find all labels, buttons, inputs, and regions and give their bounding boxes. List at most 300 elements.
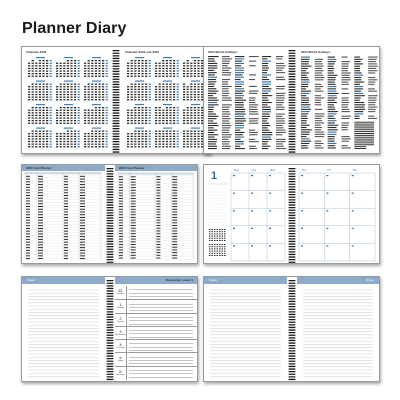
- spiral-ring: [289, 123, 296, 124]
- calendar-day: [173, 146, 175, 147]
- holiday-entry: [208, 146, 217, 147]
- mini-calendar-day: [222, 236, 224, 237]
- calendar-day: [194, 65, 196, 66]
- spiral-ring: [289, 63, 296, 64]
- spiral-ring: [289, 171, 296, 172]
- mini-calendar-day: [219, 233, 221, 234]
- planner-date: [131, 214, 136, 215]
- calendar-day: [42, 144, 44, 145]
- spiral-ring: [107, 251, 114, 252]
- calendar-day: [169, 94, 171, 95]
- spiral-ring: [289, 81, 296, 82]
- week-day-row: [115, 313, 197, 327]
- planner-date: [131, 244, 136, 245]
- calendar-day: [145, 138, 147, 139]
- calendar-day: [169, 144, 171, 145]
- planner-date: [131, 201, 136, 202]
- mini-calendar-day: [212, 255, 214, 256]
- spiral-ring: [289, 324, 296, 325]
- calendar-day: [91, 89, 93, 90]
- holiday-date: [222, 100, 232, 101]
- calendar-day: [35, 141, 37, 142]
- calendar-day: [141, 117, 143, 118]
- calendar-day: [95, 70, 97, 71]
- holiday-entry: [208, 120, 213, 121]
- calendar-day: [102, 133, 104, 134]
- footnote-text: [354, 148, 366, 149]
- holiday-entry: [328, 147, 336, 148]
- calendar-day: [74, 60, 76, 61]
- holiday-date: [368, 116, 374, 117]
- planner-date: [172, 211, 177, 212]
- calendar-day: [50, 146, 52, 147]
- calendar-day: [173, 68, 175, 69]
- holiday-entry: [354, 109, 365, 110]
- holiday-entry: [301, 129, 312, 130]
- calendar-day: [159, 144, 161, 145]
- spiral-ring: [289, 371, 296, 372]
- calendar-day: [183, 84, 185, 85]
- spiral-ring: [289, 207, 296, 208]
- calendar-day: [155, 76, 157, 77]
- calendar-day: [197, 89, 199, 90]
- planner-date: [64, 220, 68, 221]
- spiral-ring: [113, 128, 120, 129]
- holiday-entry: [354, 104, 365, 105]
- calendar-day: [183, 115, 185, 116]
- planner-date: [64, 206, 68, 207]
- spiral-ring: [289, 256, 296, 257]
- country-heading: [328, 59, 337, 60]
- calendar-day: [190, 97, 192, 98]
- spiral-ring: [107, 280, 114, 281]
- holiday-entry: [262, 72, 267, 73]
- calendar-day: [67, 84, 69, 85]
- spiral-ring: [113, 81, 120, 82]
- holiday-entry: [328, 100, 335, 101]
- calendar-day: [190, 138, 192, 139]
- calendar-day: [98, 63, 100, 64]
- calendar-day: [155, 123, 157, 124]
- spiral-ring: [289, 220, 296, 221]
- planner-date: [80, 217, 85, 218]
- mini-calendar-day: [214, 238, 216, 239]
- planner-date: [26, 225, 30, 226]
- spiral-ring: [289, 68, 296, 69]
- calendar-day: [28, 97, 30, 98]
- planner-date: [172, 249, 177, 250]
- year-planner-left-title: 2023 Year Planner: [26, 166, 52, 170]
- calendar-day: [169, 99, 171, 100]
- holiday-entry: [235, 65, 241, 66]
- holiday-entry: [301, 72, 309, 73]
- spiral-ring: [107, 184, 114, 185]
- planner-date: [131, 247, 136, 248]
- holiday-entry: [354, 82, 364, 83]
- calendar-day: [145, 60, 147, 61]
- planner-date: [64, 179, 68, 180]
- planner-date: [131, 225, 136, 226]
- rule-line: [129, 333, 193, 334]
- holiday-date: [315, 147, 324, 148]
- calendar-day: [32, 97, 34, 98]
- calendar-day: [194, 60, 196, 61]
- holiday-entry: [301, 75, 307, 76]
- calendar-day: [141, 136, 143, 137]
- spiral-ring: [289, 79, 296, 80]
- mini-calendar-day: [214, 244, 216, 245]
- calendar-day: [102, 107, 104, 108]
- calendar-day: [46, 120, 48, 121]
- planner-date: [80, 220, 85, 221]
- holiday-entry: [208, 114, 216, 115]
- calendar-day: [162, 70, 164, 71]
- holiday-date: [276, 65, 286, 66]
- calendar-day: [173, 99, 175, 100]
- calendar-day: [28, 112, 30, 113]
- calendar-day: [50, 107, 52, 108]
- calendar-day: [102, 138, 104, 139]
- planner-date: [80, 179, 85, 180]
- planner-date: [119, 195, 123, 196]
- mini-calendar-day: [219, 238, 221, 239]
- spiral-ring: [289, 199, 296, 200]
- holiday-entry: [328, 93, 339, 94]
- holiday-entry: [301, 134, 309, 135]
- month-name: [92, 128, 101, 129]
- calendar-day: [162, 68, 164, 69]
- calendar-day: [42, 94, 44, 95]
- day-date: 3: [119, 328, 122, 334]
- calendar-day: [78, 99, 80, 100]
- calendar-day: [102, 146, 104, 147]
- holiday-entry: [262, 68, 269, 69]
- planner-date: [131, 209, 136, 210]
- calendar-day: [187, 115, 189, 116]
- calendar-day: [95, 115, 97, 116]
- planner-date: [26, 231, 30, 232]
- holiday-date: [368, 100, 376, 101]
- day-column-divider: [126, 340, 127, 353]
- calendar-day: [88, 84, 90, 85]
- calendar-day: [88, 146, 90, 147]
- mini-calendar-day: [224, 240, 226, 241]
- calendar-day: [91, 123, 93, 124]
- calendar-day: [183, 63, 185, 64]
- spiral-ring: [289, 311, 296, 312]
- holiday-date: [315, 86, 323, 87]
- spiral-ring: [289, 131, 296, 132]
- holiday-entry: [235, 132, 244, 133]
- calendar-day: [145, 144, 147, 145]
- calendar-day: [197, 99, 199, 100]
- holiday-date: [276, 68, 284, 69]
- spiral-binding: [287, 47, 297, 153]
- calendar-day: [50, 131, 52, 132]
- calendar-day: [56, 133, 58, 134]
- holiday-entry: [208, 127, 214, 128]
- spiral-ring: [289, 58, 296, 59]
- calendar-day: [70, 97, 72, 98]
- calendar-day: [28, 63, 30, 64]
- calendar-day: [162, 138, 164, 139]
- holidays-2024-title: 2024 World Holidays: [301, 50, 331, 54]
- calendar-day: [95, 144, 97, 145]
- spread-holidays: [203, 46, 380, 154]
- calendar-day: [106, 86, 108, 87]
- calendar-day: [39, 133, 41, 134]
- holiday-date: [276, 123, 285, 124]
- holiday-entry: [262, 134, 272, 135]
- planner-date: [131, 241, 136, 242]
- spiral-ring: [107, 181, 114, 182]
- calendar-day: [106, 138, 108, 139]
- calendar-day: [166, 146, 168, 147]
- planner-date: [64, 184, 68, 185]
- spiral-ring: [289, 144, 296, 145]
- calendar-day: [102, 141, 104, 142]
- calendar-day: [183, 94, 185, 95]
- holiday-entry: [262, 120, 267, 121]
- calendar-day: [78, 91, 80, 92]
- calendar-day: [127, 68, 129, 69]
- holiday-entry: [208, 100, 219, 101]
- calendar-day: [145, 131, 147, 132]
- calendar-day: [127, 115, 129, 116]
- spiral-ring: [107, 301, 114, 302]
- holiday-entry: [354, 77, 361, 78]
- mini-calendar-day: [219, 229, 221, 230]
- calendar-day: [70, 86, 72, 87]
- calendar-day: [106, 141, 108, 142]
- calendar-day: [56, 94, 58, 95]
- calendar-day: [166, 141, 168, 142]
- planner-date: [80, 206, 85, 207]
- planner-date: [26, 198, 30, 199]
- rule-line: [129, 320, 193, 321]
- holiday-date: [315, 127, 322, 128]
- calendar-day: [131, 68, 133, 69]
- spiral-ring: [107, 324, 114, 325]
- holiday-date: [315, 68, 322, 69]
- week-day-row: [115, 366, 197, 380]
- calendar-day: [63, 94, 65, 95]
- calendar-day: [84, 76, 86, 77]
- calendar-day: [155, 91, 157, 92]
- calendar-day: [183, 86, 185, 87]
- planner-date: [80, 190, 85, 191]
- calendar-day: [42, 110, 44, 111]
- calendar-day: [177, 97, 179, 98]
- date-number: [352, 245, 354, 246]
- planner-date: [64, 214, 68, 215]
- calendar-day: [127, 63, 129, 64]
- calendar-day: [39, 131, 41, 132]
- calendar-day: [183, 89, 185, 90]
- calendar-day: [42, 63, 44, 64]
- spiral-ring: [107, 319, 114, 320]
- spiral-ring: [113, 60, 120, 61]
- calendar-day: [60, 73, 62, 74]
- calendar-day: [102, 99, 104, 100]
- calendar-day: [187, 70, 189, 71]
- calendar-day: [197, 138, 199, 139]
- calendar-day: [106, 115, 108, 116]
- calendar-day: [39, 76, 41, 77]
- holiday-entry: [301, 68, 308, 69]
- calendar-day: [131, 94, 133, 95]
- calendar-day: [141, 73, 143, 74]
- calendar-day: [155, 107, 157, 108]
- calendar-day: [131, 76, 133, 77]
- holiday-date: [249, 109, 258, 110]
- calendar-day: [131, 89, 133, 90]
- holiday-date: [249, 148, 257, 149]
- calendar-day: [42, 65, 44, 66]
- calendar-day: [169, 65, 171, 66]
- holiday-date: [368, 79, 377, 80]
- calendar-day: [187, 63, 189, 64]
- holiday-entry: [208, 84, 215, 85]
- calendar-day: [42, 115, 44, 116]
- calendar-day: [159, 120, 161, 121]
- holiday-date: [315, 104, 322, 105]
- calendar-day: [70, 133, 72, 134]
- holiday-date: [315, 100, 321, 101]
- calendar-day: [194, 89, 196, 90]
- spiral-ring: [107, 178, 114, 179]
- calendar-day: [138, 86, 140, 87]
- calendar-day: [190, 123, 192, 124]
- planner-date: [26, 201, 30, 202]
- calendar-day: [102, 94, 104, 95]
- holiday-date: [222, 61, 230, 62]
- planner-date: [26, 184, 30, 185]
- holiday-date: [249, 93, 257, 94]
- mini-calendar-day: [212, 253, 214, 254]
- planner-date: [172, 255, 177, 256]
- planner-date: [80, 198, 85, 199]
- calendar-day: [67, 141, 69, 142]
- calendar-day: [32, 89, 34, 90]
- calendar-day: [131, 65, 133, 66]
- planner-date: [38, 190, 43, 191]
- calendar-day: [28, 146, 30, 147]
- calendar-day: [50, 73, 52, 74]
- holiday-date: [341, 100, 348, 101]
- holiday-entry: [235, 120, 246, 121]
- calendar-day: [56, 144, 58, 145]
- calendar-day: [149, 99, 151, 100]
- calendar-day: [197, 94, 199, 95]
- day-name: Wednesday: [115, 333, 126, 336]
- month-name: [92, 57, 101, 58]
- holiday-entry: [262, 100, 269, 101]
- spiral-ring: [289, 84, 296, 85]
- spiral-ring: [107, 309, 114, 310]
- calendar-day: [91, 133, 93, 134]
- calendar-day: [70, 131, 72, 132]
- mini-calendar-day: [224, 238, 226, 239]
- spiral-ring: [107, 233, 114, 234]
- spiral-ring: [289, 319, 296, 320]
- calendar-day: [134, 110, 136, 111]
- country-heading: [301, 138, 310, 139]
- spiral-ring: [289, 176, 296, 177]
- rule-line: [129, 350, 193, 351]
- planner-date: [26, 236, 30, 237]
- calendar-day: [177, 120, 179, 121]
- day-header: Tue: [252, 169, 257, 172]
- spiral-ring: [107, 293, 114, 294]
- calendar-day: [145, 65, 147, 66]
- calendar-day: [145, 68, 147, 69]
- holiday-date: [341, 72, 350, 73]
- calendar-day: [46, 115, 48, 116]
- holiday-date: [315, 120, 322, 121]
- mini-calendar-day: [224, 229, 226, 230]
- month-name: [64, 104, 73, 105]
- calendar-day: [39, 110, 41, 111]
- calendar-day: [46, 86, 48, 87]
- planner-date: [64, 187, 68, 188]
- calendar-day: [190, 86, 192, 87]
- holiday-entry: [301, 118, 308, 119]
- calendar-day: [39, 146, 41, 147]
- holiday-entry: [328, 66, 334, 67]
- planner-date: [156, 217, 160, 218]
- calendar-day: [162, 117, 164, 118]
- holiday-date: [222, 65, 228, 66]
- calendar-day: [32, 112, 34, 113]
- spiral-ring: [289, 262, 296, 263]
- calendar-day: [74, 110, 76, 111]
- calendar-day: [166, 120, 168, 121]
- calendar-day: [91, 73, 93, 74]
- calendar-day: [169, 141, 171, 142]
- calendar-day: [78, 144, 80, 145]
- planner-date: [38, 201, 43, 202]
- calendar-day: [50, 63, 52, 64]
- calendar-2023-grid: [22, 47, 111, 153]
- calendar-day: [169, 146, 171, 147]
- calendar-day: [127, 70, 129, 71]
- holiday-entry: [262, 146, 270, 147]
- calendar-day: [39, 84, 41, 85]
- calendar-day: [159, 146, 161, 147]
- calendar-day: [88, 133, 90, 134]
- holiday-date: [315, 109, 323, 110]
- calendar-day: [28, 76, 30, 77]
- calendar-day: [95, 84, 97, 85]
- calendar-day: [149, 70, 151, 71]
- holiday-date: [222, 86, 232, 87]
- calendar-day: [78, 133, 80, 134]
- holiday-date: [276, 86, 285, 87]
- calendar-2024-2025-page: [121, 47, 210, 153]
- holiday-entry: [328, 82, 335, 83]
- calendar-day: [28, 99, 30, 100]
- mini-calendar-day: [219, 246, 221, 247]
- calendar-day: [187, 120, 189, 121]
- planner-date: [172, 247, 177, 248]
- date-number: [251, 228, 253, 229]
- spiral-ring: [113, 136, 120, 137]
- calendar-day: [74, 107, 76, 108]
- mini-calendar-day: [212, 251, 214, 252]
- calendar-day: [162, 141, 164, 142]
- calendar-day: [98, 94, 100, 95]
